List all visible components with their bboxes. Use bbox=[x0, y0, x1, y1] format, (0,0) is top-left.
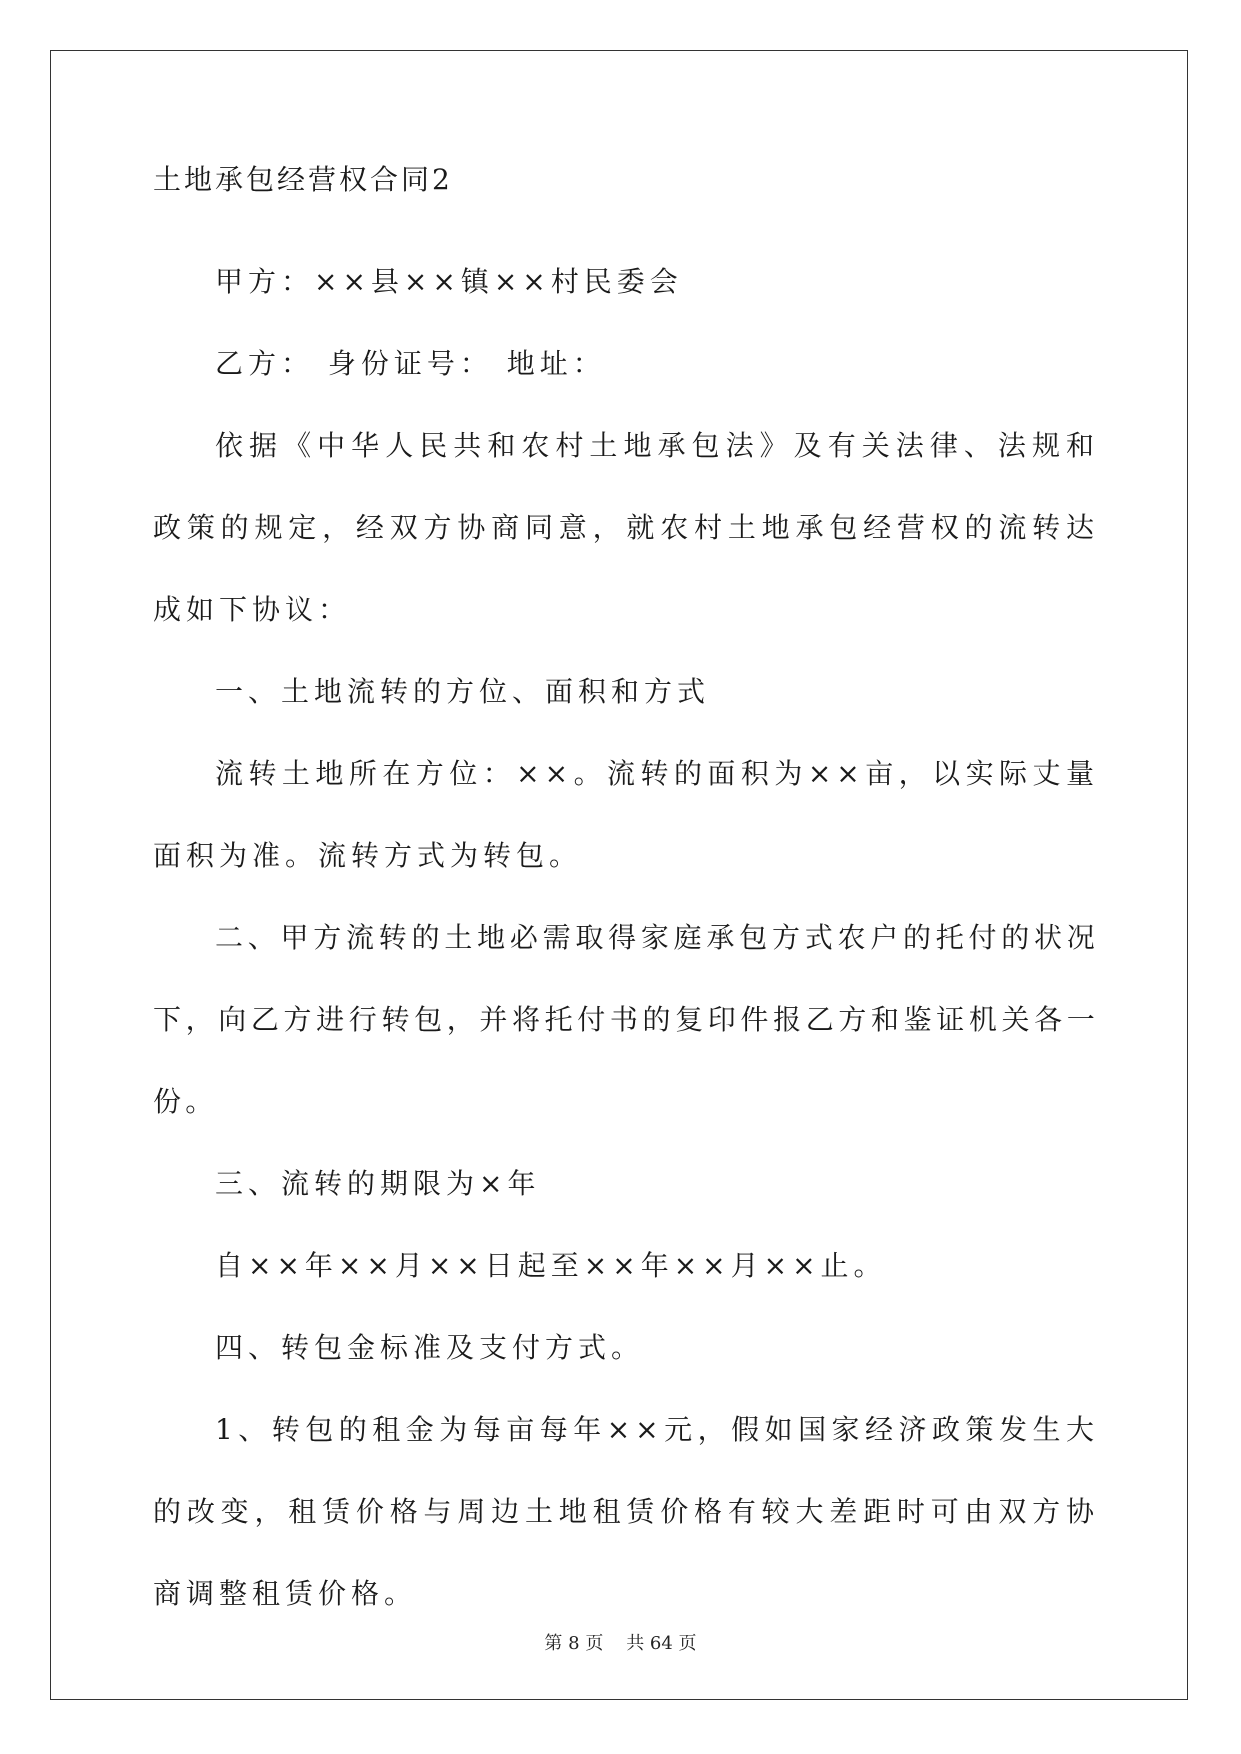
paragraph-section-3-body: 自××年××月××日起至××年××月××止。 bbox=[215, 1249, 887, 1282]
paragraph-section-2: 二、甲方流转的土地必需取得家庭承包方式农户的托付的状况下，向乙方进行转包，并将托付书的复印件报乙方和鉴证机关各一份。 bbox=[153, 921, 1099, 1118]
document-body bbox=[153, 160, 1099, 1635]
paragraph-preamble: 依据《中华人民共和农村土地承包法》及有关法律、法规和政策的规定，经双方协商同意，就农村土地承包经营权的流转达成如下协议： bbox=[153, 429, 1099, 626]
paragraph-party-b: 乙方： 身份证号： 地址： bbox=[215, 347, 606, 380]
paragraph-section-3-heading: 三、流转的期限为×年 bbox=[215, 1167, 541, 1200]
paragraph-section-1-heading: 一、土地流转的方位、面积和方式 bbox=[215, 675, 711, 708]
paragraph-party-a: 甲方：××县××镇××村民委会 bbox=[215, 265, 683, 298]
paragraph-section-1-body: 流转土地所在方位：××。流转的面积为××亩，以实际丈量面积为准。流转方式为转包。 bbox=[153, 757, 1099, 872]
paragraph-section-4-heading: 四、转包金标准及支付方式。 bbox=[215, 1331, 645, 1364]
page-number: 第 8 页 共 64 页 bbox=[544, 1633, 697, 1654]
paragraph-section-4-item-1: 1、转包的租金为每亩每年××元，假如国家经济政策发生大的改变，租赁价格与周边土地租赁价格有较大差距时可由双方协商调整租赁价格。 bbox=[153, 1413, 1099, 1610]
document-title: 土地承包经营权合同2 bbox=[153, 163, 453, 196]
